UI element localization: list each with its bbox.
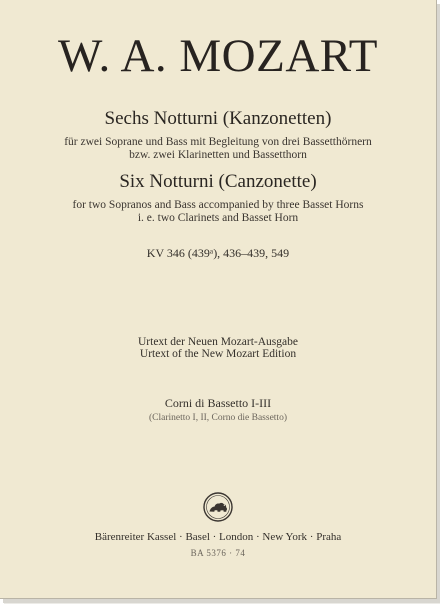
publisher-cities: Bärenreiter Kassel · Basel · London · New York · Praha	[94, 531, 342, 543]
composer-name: W. A. MOZART	[57, 30, 378, 82]
urtext-note-english: Urtext of the New Mozart Edition	[139, 348, 297, 360]
part-subtitle: (Clarinetto I, II, Corno die Bassetto)	[149, 413, 287, 423]
subtitle-english-line-1: for two Sopranos and Bass accompanied by three Basset Horns	[72, 199, 364, 211]
title-german: Sechs Notturni (Kanzonetten)	[104, 108, 332, 129]
baerenreiter-logo-icon	[202, 491, 234, 523]
title-english: Six Notturni (Canzonette)	[119, 171, 317, 192]
subtitle-german-line-2: bzw. zwei Klarinetten und Bassetthorn	[129, 149, 307, 161]
catalogue-numbers: KV 346 (439ᵃ), 436–439, 549	[146, 246, 290, 260]
order-number: BA 5376 · 74	[190, 548, 246, 558]
subtitle-german-line-1: für zwei Soprane und Bass mit Begleitung von drei Bassetthörnern	[64, 136, 372, 148]
urtext-note-german: Urtext der Neuen Mozart-Ausgabe	[138, 336, 298, 348]
part-name: Corni di Bassetto I-III	[164, 396, 272, 410]
subtitle-english-line-2: i. e. two Clarinets and Basset Horn	[137, 212, 299, 224]
